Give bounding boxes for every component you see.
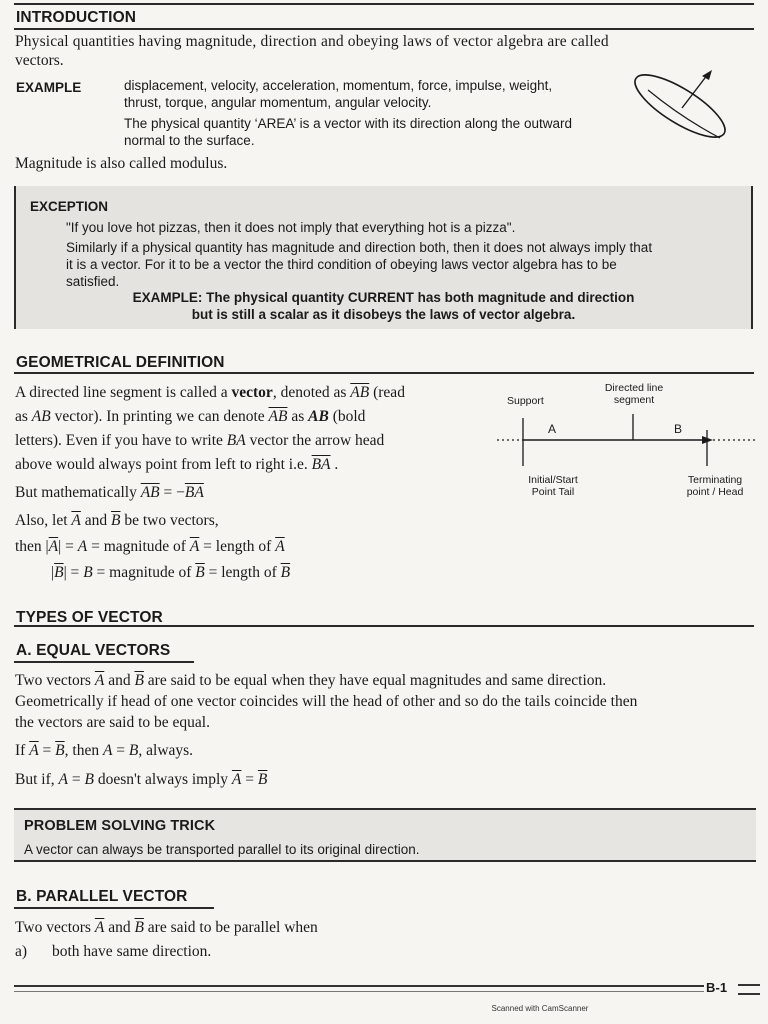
segment-label bbox=[591, 382, 677, 406]
geometric-line: Also, let $\overline{A}$ and $\overline{B}$ be two vectors, bbox=[15, 512, 219, 529]
geometric-line: A directed line segment is called a vector, denoted as $\overline{AB}$ (read bbox=[15, 384, 405, 401]
parallel-line: a) both have same direction. bbox=[15, 943, 212, 960]
example-list bbox=[124, 77, 629, 149]
head-label-line: point / Head bbox=[686, 486, 744, 498]
parallel-underline bbox=[14, 907, 214, 909]
equal-line: the vectors are said to be equal. bbox=[15, 714, 210, 731]
geometric-line: But mathematically $\overline{AB} = -\overline{BA}$ bbox=[15, 484, 204, 501]
intro-def-line: vectors. bbox=[15, 52, 64, 69]
exception-line: it is a vector. For it to be a vector the third condition of obeying laws vector algebra has to be bbox=[66, 257, 617, 272]
geometric-text bbox=[15, 381, 495, 585]
head-label bbox=[675, 474, 755, 498]
geometric-line: then $|\overline{A}| = A$ = magnitude of $\overline{A}$ = length of $\overline{A}$ bbox=[15, 538, 285, 555]
equal-vectors-heading: A. EQUAL VECTORS bbox=[16, 642, 171, 659]
exception-example-line: but is still a scalar as it disobeys the laws of vector algebra. bbox=[191, 307, 576, 322]
area-line: The physical quantity ‘AREA’ is a vector with its direction along the outward bbox=[124, 116, 572, 131]
equal-line: Geometrically if head of one vector coincides will the head of other and so do the tails coincide then bbox=[15, 693, 638, 710]
exception-example bbox=[16, 289, 751, 323]
equal-line: If $\overline{A} = \overline{B}$, then A = B, always. bbox=[15, 742, 194, 759]
point-b-label: B bbox=[674, 422, 683, 436]
types-heading: TYPES OF VECTOR bbox=[16, 609, 163, 626]
support-label: Support bbox=[507, 395, 544, 407]
equal-line: But if, A = B doesn't always imply $\overline{A} = \overline{B}$ bbox=[15, 771, 268, 788]
example-line: displacement, velocity, acceleration, momentum, force, impulse, weight, bbox=[124, 78, 553, 93]
scanner-watermark: Scanned with CamScanner bbox=[491, 1004, 589, 1013]
area-line: normal to the surface. bbox=[124, 133, 255, 148]
equal-vectors-text bbox=[15, 670, 760, 792]
point-a-label: A bbox=[548, 422, 557, 436]
exception-title: EXCEPTION bbox=[30, 199, 109, 214]
equal-line: Two vectors $\overline{A}$ and $\overline{B}$ are said to be equal when they have equal magnitudes and same direction. bbox=[15, 672, 607, 689]
types-rule bbox=[14, 625, 754, 627]
intro-rule bbox=[14, 28, 754, 30]
example-line: thrust, torque, angular momentum, angular velocity. bbox=[124, 95, 432, 110]
segment-label-line: Directed line bbox=[604, 382, 664, 394]
area-vector-figure bbox=[632, 68, 732, 150]
geometric-line: above would always point from left to right i.e. $\overline{BA}$ . bbox=[15, 456, 339, 473]
equal-vectors-underline bbox=[14, 661, 194, 663]
trick-bottom-rule bbox=[14, 860, 756, 862]
geometric-rule bbox=[14, 372, 754, 374]
geometric-line: $|\overline{B}| = B$ = magnitude of $\overline{B}$ = length of $\overline{B}$ bbox=[51, 564, 291, 581]
footer-rule-end bbox=[738, 984, 760, 995]
geometric-line: letters). Even if you have to write BA vector the arrow head bbox=[15, 432, 385, 449]
vector-diagram bbox=[495, 378, 760, 503]
modulus-text: Magnitude is also called modulus. bbox=[15, 155, 228, 172]
exception-line: Similarly if a physical quantity has magnitude and direction both, then it does not always imply that bbox=[66, 240, 653, 255]
exception-quote: "If you love hot pizzas, then it does not imply that everything hot is a pizza". bbox=[66, 220, 516, 235]
exception-box bbox=[14, 186, 753, 329]
exception-body bbox=[66, 219, 746, 290]
tail-label-line: Point Tail bbox=[531, 486, 575, 498]
top-rule bbox=[14, 3, 754, 5]
segment-label-line: segment bbox=[613, 394, 655, 406]
parallel-text bbox=[15, 916, 755, 964]
parallel-line: Two vectors $\overline{A}$ and $\overline{B}$ are said to be parallel when bbox=[15, 919, 318, 936]
intro-definition bbox=[15, 32, 755, 70]
example-label: EXAMPLE bbox=[16, 80, 82, 95]
parallel-heading: B. PARALLEL VECTOR bbox=[16, 888, 188, 905]
trick-title: PROBLEM SOLVING TRICK bbox=[24, 818, 216, 834]
intro-heading: INTRODUCTION bbox=[16, 9, 137, 26]
tail-label-line: Initial/Start bbox=[528, 474, 578, 486]
page-number: B-1 bbox=[706, 980, 728, 995]
exception-line: satisfied. bbox=[66, 274, 120, 289]
geometric-heading: GEOMETRICAL DEFINITION bbox=[16, 354, 225, 371]
geometric-line: as AB vector). In printing we can denote $\overline{AB}$ as AB (bold bbox=[15, 408, 366, 425]
trick-box bbox=[14, 810, 756, 860]
footer-rule bbox=[14, 985, 704, 992]
head-label-line: Terminating bbox=[687, 474, 743, 486]
tail-label bbox=[515, 474, 591, 498]
intro-def-line: Physical quantities having magnitude, direction and obeying laws of vector algebra are called bbox=[15, 33, 609, 50]
exception-example-line: EXAMPLE: The physical quantity CURRENT has both magnitude and direction bbox=[132, 290, 635, 305]
trick-text: A vector can always be transported parallel to its original direction. bbox=[24, 842, 420, 857]
